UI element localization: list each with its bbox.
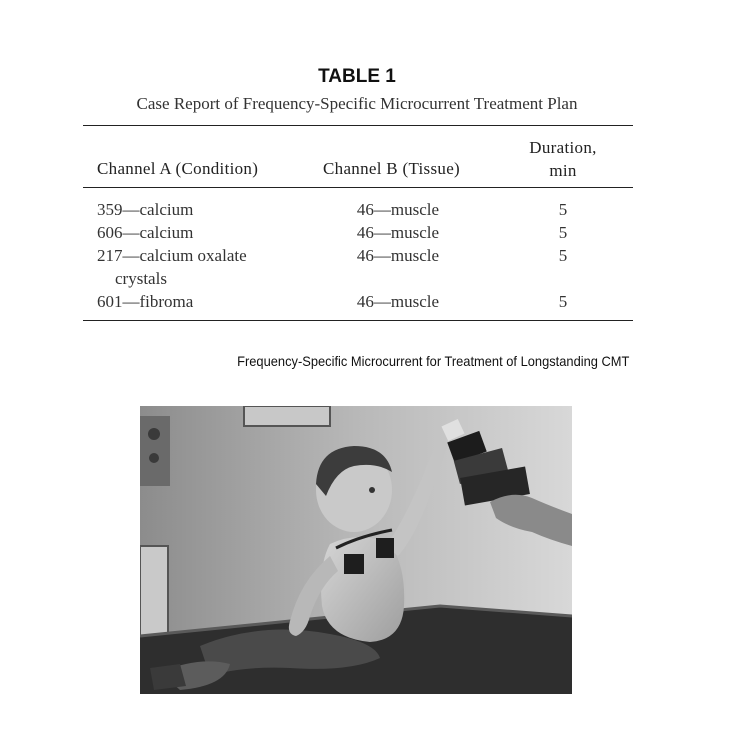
table-caption: Case Report of Frequency-Specific Microcurrent Treatment Plan — [136, 94, 578, 113]
header-channel-b: Channel B (Tissue) — [323, 159, 461, 178]
table-header-rule — [83, 187, 633, 188]
table-top-rule — [83, 125, 633, 126]
table-row-4-duration: 5 — [558, 292, 568, 311]
table-row-3-channel-a-line2: crystals — [115, 269, 167, 288]
table-row-3-channel-a-line1: 217—calcium oxalate — [97, 246, 247, 265]
header-duration — [508, 136, 618, 182]
table-row-2-channel-b: 46—muscle — [356, 223, 440, 242]
header-channel-a: Channel A (Condition) — [97, 159, 259, 178]
table-bottom-rule — [83, 320, 633, 321]
table-row-3-channel-a — [97, 244, 307, 290]
header-duration-line1: Duration, — [529, 138, 597, 157]
table-row-3-channel-b: 46—muscle — [356, 246, 440, 265]
table-row-1-channel-b: 46—muscle — [356, 200, 440, 219]
table-title: TABLE 1 — [318, 66, 396, 87]
table-row-2-duration: 5 — [558, 223, 568, 242]
table-row-1-duration: 5 — [558, 200, 568, 219]
table-row-4-channel-a: 601—fibroma — [97, 292, 194, 311]
table-row-3-duration: 5 — [558, 246, 568, 265]
table-row-1-channel-a: 359—calcium — [97, 200, 194, 219]
table-row-2-channel-a: 606—calcium — [97, 223, 194, 242]
running-head: Frequency-Specific Microcurrent for Treatment of Longstanding CMT — [236, 353, 629, 369]
table-row-4-channel-b: 46—muscle — [356, 292, 440, 311]
clinical-photo — [140, 406, 572, 694]
header-duration-line2: min — [549, 161, 577, 180]
